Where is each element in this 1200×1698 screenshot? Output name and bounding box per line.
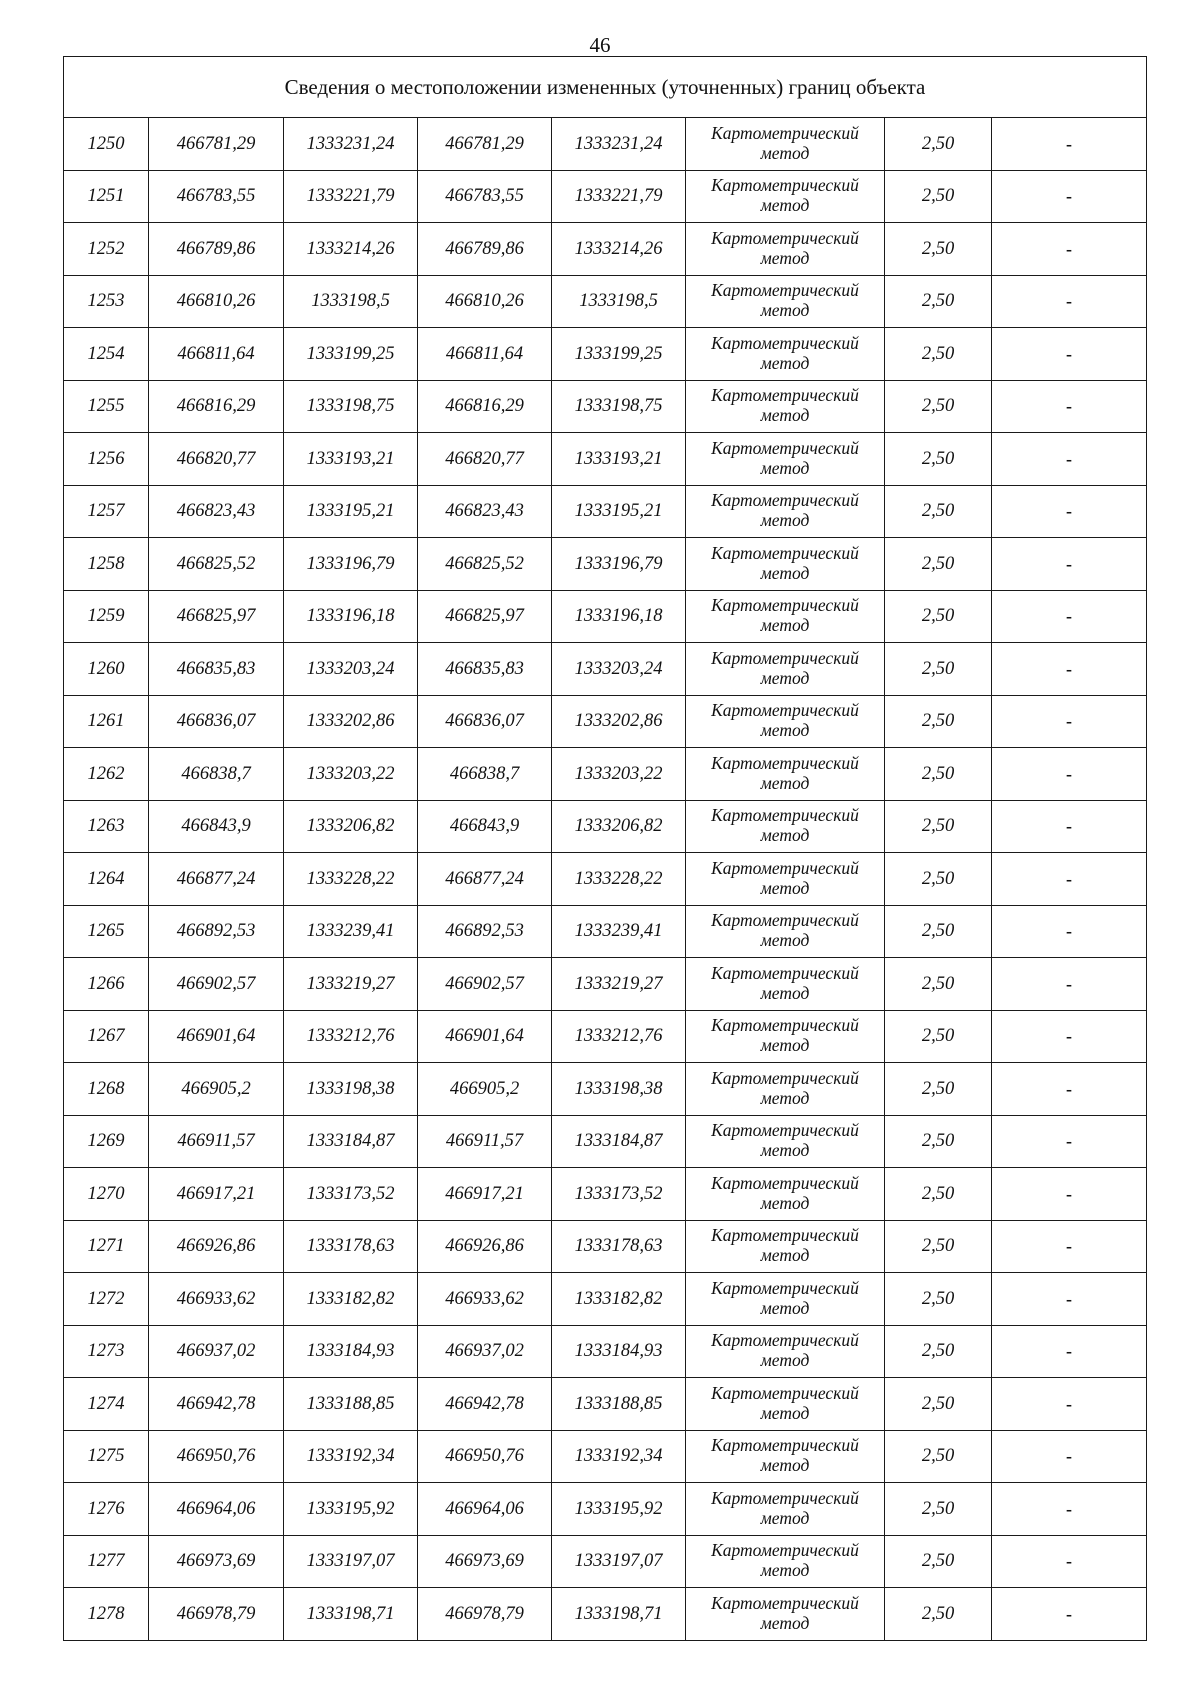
- table-row: [64, 590, 1147, 643]
- existing-x-cell: 466810,26: [149, 275, 284, 328]
- method-cell: Картометрический метод: [686, 1168, 885, 1221]
- refined-x-cell: 466843,9: [418, 800, 552, 853]
- refined-x-cell: 466825,52: [418, 538, 552, 591]
- method-cell: Картометрический метод: [686, 1115, 885, 1168]
- existing-y-cell: 1333212,76: [284, 1010, 418, 1063]
- refined-x-cell: 466816,29: [418, 380, 552, 433]
- refined-y-cell: 1333196,18: [552, 590, 686, 643]
- table-row: [64, 275, 1147, 328]
- method-cell: Картометрический метод: [686, 958, 885, 1011]
- refined-y-cell: 1333195,92: [552, 1483, 686, 1536]
- refined-y-cell: 1333196,79: [552, 538, 686, 591]
- method-cell: Картометрический метод: [686, 1378, 885, 1431]
- point-number-cell: 1250: [64, 118, 149, 171]
- existing-x-cell: 466825,97: [149, 590, 284, 643]
- existing-y-cell: 1333219,27: [284, 958, 418, 1011]
- refined-y-cell: 1333206,82: [552, 800, 686, 853]
- refined-x-cell: 466901,64: [418, 1010, 552, 1063]
- refined-x-cell: 466781,29: [418, 118, 552, 171]
- existing-y-cell: 1333203,22: [284, 748, 418, 801]
- note-cell: -: [992, 223, 1147, 276]
- note-cell: -: [992, 433, 1147, 486]
- method-cell: Картометрический метод: [686, 1588, 885, 1641]
- table-row: [64, 433, 1147, 486]
- refined-x-cell: 466823,43: [418, 485, 552, 538]
- table-row: [64, 1378, 1147, 1431]
- refined-x-cell: 466836,07: [418, 695, 552, 748]
- refined-y-cell: 1333195,21: [552, 485, 686, 538]
- existing-x-cell: 466820,77: [149, 433, 284, 486]
- refined-y-cell: 1333221,79: [552, 170, 686, 223]
- note-cell: -: [992, 1588, 1147, 1641]
- refined-x-cell: 466877,24: [418, 853, 552, 906]
- existing-x-cell: 466823,43: [149, 485, 284, 538]
- existing-y-cell: 1333193,21: [284, 433, 418, 486]
- method-cell: Картометрический метод: [686, 1325, 885, 1378]
- table-row: [64, 1430, 1147, 1483]
- point-number-cell: 1264: [64, 853, 149, 906]
- note-cell: -: [992, 853, 1147, 906]
- existing-x-cell: 466942,78: [149, 1378, 284, 1431]
- note-cell: -: [992, 800, 1147, 853]
- refined-y-cell: 1333198,38: [552, 1063, 686, 1116]
- page-number: 46: [589, 33, 611, 57]
- table-row: [64, 1010, 1147, 1063]
- accuracy-cell: 2,50: [885, 1273, 992, 1326]
- existing-x-cell: 466811,64: [149, 328, 284, 381]
- point-number-cell: 1256: [64, 433, 149, 486]
- existing-x-cell: 466901,64: [149, 1010, 284, 1063]
- method-cell: Картометрический метод: [686, 170, 885, 223]
- accuracy-cell: 2,50: [885, 748, 992, 801]
- table-row: [64, 1220, 1147, 1273]
- existing-y-cell: 1333173,52: [284, 1168, 418, 1221]
- refined-y-cell: 1333219,27: [552, 958, 686, 1011]
- table-row: [64, 905, 1147, 958]
- table-row: [64, 118, 1147, 171]
- note-cell: -: [992, 1483, 1147, 1536]
- table-row: [64, 485, 1147, 538]
- existing-y-cell: 1333214,26: [284, 223, 418, 276]
- existing-x-cell: 466933,62: [149, 1273, 284, 1326]
- point-number-cell: 1269: [64, 1115, 149, 1168]
- note-cell: -: [992, 1010, 1147, 1063]
- existing-x-cell: 466843,9: [149, 800, 284, 853]
- note-cell: -: [992, 380, 1147, 433]
- existing-y-cell: 1333195,21: [284, 485, 418, 538]
- refined-y-cell: 1333214,26: [552, 223, 686, 276]
- refined-y-cell: 1333239,41: [552, 905, 686, 958]
- existing-x-cell: 466835,83: [149, 643, 284, 696]
- note-cell: -: [992, 1168, 1147, 1221]
- method-cell: Картометрический метод: [686, 1535, 885, 1588]
- refined-y-cell: 1333203,22: [552, 748, 686, 801]
- refined-x-cell: 466905,2: [418, 1063, 552, 1116]
- accuracy-cell: 2,50: [885, 170, 992, 223]
- method-cell: Картометрический метод: [686, 1063, 885, 1116]
- accuracy-cell: 2,50: [885, 958, 992, 1011]
- refined-y-cell: 1333198,5: [552, 275, 686, 328]
- point-number-cell: 1261: [64, 695, 149, 748]
- table-body: [64, 118, 1147, 1641]
- existing-y-cell: 1333203,24: [284, 643, 418, 696]
- note-cell: -: [992, 748, 1147, 801]
- refined-x-cell: 466978,79: [418, 1588, 552, 1641]
- method-cell: Картометрический метод: [686, 328, 885, 381]
- note-cell: -: [992, 905, 1147, 958]
- point-number-cell: 1268: [64, 1063, 149, 1116]
- existing-y-cell: 1333198,38: [284, 1063, 418, 1116]
- table-row: [64, 1588, 1147, 1641]
- point-number-cell: 1272: [64, 1273, 149, 1326]
- existing-x-cell: 466950,76: [149, 1430, 284, 1483]
- existing-y-cell: 1333178,63: [284, 1220, 418, 1273]
- accuracy-cell: 2,50: [885, 1483, 992, 1536]
- accuracy-cell: 2,50: [885, 1535, 992, 1588]
- existing-x-cell: 466877,24: [149, 853, 284, 906]
- existing-x-cell: 466838,7: [149, 748, 284, 801]
- refined-y-cell: 1333182,82: [552, 1273, 686, 1326]
- existing-y-cell: 1333192,34: [284, 1430, 418, 1483]
- refined-x-cell: 466950,76: [418, 1430, 552, 1483]
- refined-x-cell: 466926,86: [418, 1220, 552, 1273]
- accuracy-cell: 2,50: [885, 223, 992, 276]
- note-cell: -: [992, 643, 1147, 696]
- method-cell: Картометрический метод: [686, 853, 885, 906]
- point-number-cell: 1254: [64, 328, 149, 381]
- accuracy-cell: 2,50: [885, 1588, 992, 1641]
- point-number-cell: 1251: [64, 170, 149, 223]
- existing-x-cell: 466905,2: [149, 1063, 284, 1116]
- point-number-cell: 1277: [64, 1535, 149, 1588]
- existing-y-cell: 1333231,24: [284, 118, 418, 171]
- boundary-coordinates-table: [63, 56, 1147, 1641]
- refined-x-cell: 466902,57: [418, 958, 552, 1011]
- table-row: [64, 1483, 1147, 1536]
- existing-x-cell: 466978,79: [149, 1588, 284, 1641]
- existing-y-cell: 1333196,18: [284, 590, 418, 643]
- accuracy-cell: 2,50: [885, 275, 992, 328]
- note-cell: -: [992, 695, 1147, 748]
- existing-x-cell: 466937,02: [149, 1325, 284, 1378]
- existing-x-cell: 466926,86: [149, 1220, 284, 1273]
- method-cell: Картометрический метод: [686, 275, 885, 328]
- refined-y-cell: 1333178,63: [552, 1220, 686, 1273]
- refined-x-cell: 466937,02: [418, 1325, 552, 1378]
- note-cell: -: [992, 538, 1147, 591]
- existing-y-cell: 1333197,07: [284, 1535, 418, 1588]
- point-number-cell: 1257: [64, 485, 149, 538]
- method-cell: Картометрический метод: [686, 485, 885, 538]
- point-number-cell: 1273: [64, 1325, 149, 1378]
- table-row: [64, 695, 1147, 748]
- table-row: [64, 538, 1147, 591]
- point-number-cell: 1252: [64, 223, 149, 276]
- existing-y-cell: 1333221,79: [284, 170, 418, 223]
- table-row: [64, 748, 1147, 801]
- table-title-row: [64, 57, 1147, 118]
- note-cell: -: [992, 1325, 1147, 1378]
- existing-x-cell: 466973,69: [149, 1535, 284, 1588]
- refined-y-cell: 1333184,93: [552, 1325, 686, 1378]
- accuracy-cell: 2,50: [885, 433, 992, 486]
- note-cell: -: [992, 1220, 1147, 1273]
- note-cell: -: [992, 1378, 1147, 1431]
- existing-y-cell: 1333206,82: [284, 800, 418, 853]
- accuracy-cell: 2,50: [885, 590, 992, 643]
- accuracy-cell: 2,50: [885, 643, 992, 696]
- refined-x-cell: 466835,83: [418, 643, 552, 696]
- table-row: [64, 380, 1147, 433]
- point-number-cell: 1255: [64, 380, 149, 433]
- point-number-cell: 1266: [64, 958, 149, 1011]
- existing-x-cell: 466781,29: [149, 118, 284, 171]
- table-row: [64, 328, 1147, 381]
- existing-x-cell: 466902,57: [149, 958, 284, 1011]
- refined-x-cell: 466933,62: [418, 1273, 552, 1326]
- accuracy-cell: 2,50: [885, 380, 992, 433]
- refined-x-cell: 466942,78: [418, 1378, 552, 1431]
- point-number-cell: 1253: [64, 275, 149, 328]
- refined-x-cell: 466964,06: [418, 1483, 552, 1536]
- note-cell: -: [992, 170, 1147, 223]
- existing-y-cell: 1333198,75: [284, 380, 418, 433]
- existing-y-cell: 1333196,79: [284, 538, 418, 591]
- refined-x-cell: 466820,77: [418, 433, 552, 486]
- point-number-cell: 1259: [64, 590, 149, 643]
- refined-y-cell: 1333173,52: [552, 1168, 686, 1221]
- accuracy-cell: 2,50: [885, 1430, 992, 1483]
- method-cell: Картометрический метод: [686, 1220, 885, 1273]
- existing-x-cell: 466917,21: [149, 1168, 284, 1221]
- table-row: [64, 1273, 1147, 1326]
- accuracy-cell: 2,50: [885, 485, 992, 538]
- refined-x-cell: 466973,69: [418, 1535, 552, 1588]
- method-cell: Картометрический метод: [686, 118, 885, 171]
- accuracy-cell: 2,50: [885, 800, 992, 853]
- existing-x-cell: 466789,86: [149, 223, 284, 276]
- refined-y-cell: 1333203,24: [552, 643, 686, 696]
- point-number-cell: 1276: [64, 1483, 149, 1536]
- accuracy-cell: 2,50: [885, 1325, 992, 1378]
- existing-y-cell: 1333199,25: [284, 328, 418, 381]
- existing-y-cell: 1333184,87: [284, 1115, 418, 1168]
- refined-y-cell: 1333193,21: [552, 433, 686, 486]
- table-row: [64, 1115, 1147, 1168]
- existing-x-cell: 466964,06: [149, 1483, 284, 1536]
- accuracy-cell: 2,50: [885, 1168, 992, 1221]
- accuracy-cell: 2,50: [885, 1220, 992, 1273]
- point-number-cell: 1275: [64, 1430, 149, 1483]
- existing-x-cell: 466825,52: [149, 538, 284, 591]
- method-cell: Картометрический метод: [686, 748, 885, 801]
- existing-y-cell: 1333202,86: [284, 695, 418, 748]
- note-cell: -: [992, 1063, 1147, 1116]
- method-cell: Картометрический метод: [686, 1010, 885, 1063]
- refined-y-cell: 1333188,85: [552, 1378, 686, 1431]
- method-cell: Картометрический метод: [686, 695, 885, 748]
- method-cell: Картометрический метод: [686, 1430, 885, 1483]
- existing-y-cell: 1333198,5: [284, 275, 418, 328]
- point-number-cell: 1260: [64, 643, 149, 696]
- existing-x-cell: 466892,53: [149, 905, 284, 958]
- note-cell: -: [992, 958, 1147, 1011]
- refined-y-cell: 1333184,87: [552, 1115, 686, 1168]
- accuracy-cell: 2,50: [885, 328, 992, 381]
- method-cell: Картометрический метод: [686, 380, 885, 433]
- method-cell: Картометрический метод: [686, 223, 885, 276]
- existing-y-cell: 1333184,93: [284, 1325, 418, 1378]
- refined-y-cell: 1333198,75: [552, 380, 686, 433]
- refined-y-cell: 1333199,25: [552, 328, 686, 381]
- refined-y-cell: 1333192,34: [552, 1430, 686, 1483]
- note-cell: -: [992, 1430, 1147, 1483]
- table-row: [64, 853, 1147, 906]
- refined-x-cell: 466892,53: [418, 905, 552, 958]
- table-title: Сведения о местоположении измененных (уточненных) границ объекта: [64, 57, 1147, 118]
- refined-y-cell: 1333198,71: [552, 1588, 686, 1641]
- refined-y-cell: 1333212,76: [552, 1010, 686, 1063]
- point-number-cell: 1278: [64, 1588, 149, 1641]
- existing-y-cell: 1333239,41: [284, 905, 418, 958]
- existing-y-cell: 1333228,22: [284, 853, 418, 906]
- method-cell: Картометрический метод: [686, 433, 885, 486]
- point-number-cell: 1274: [64, 1378, 149, 1431]
- table-row: [64, 1535, 1147, 1588]
- refined-x-cell: 466811,64: [418, 328, 552, 381]
- refined-y-cell: 1333202,86: [552, 695, 686, 748]
- accuracy-cell: 2,50: [885, 118, 992, 171]
- accuracy-cell: 2,50: [885, 695, 992, 748]
- existing-y-cell: 1333198,71: [284, 1588, 418, 1641]
- method-cell: Картометрический метод: [686, 905, 885, 958]
- accuracy-cell: 2,50: [885, 905, 992, 958]
- point-number-cell: 1267: [64, 1010, 149, 1063]
- accuracy-cell: 2,50: [885, 853, 992, 906]
- existing-x-cell: 466911,57: [149, 1115, 284, 1168]
- method-cell: Картометрический метод: [686, 1273, 885, 1326]
- note-cell: -: [992, 1115, 1147, 1168]
- note-cell: -: [992, 590, 1147, 643]
- refined-x-cell: 466917,21: [418, 1168, 552, 1221]
- existing-x-cell: 466816,29: [149, 380, 284, 433]
- refined-x-cell: 466810,26: [418, 275, 552, 328]
- refined-x-cell: 466838,7: [418, 748, 552, 801]
- note-cell: -: [992, 118, 1147, 171]
- method-cell: Картометрический метод: [686, 590, 885, 643]
- accuracy-cell: 2,50: [885, 1378, 992, 1431]
- point-number-cell: 1262: [64, 748, 149, 801]
- accuracy-cell: 2,50: [885, 1010, 992, 1063]
- existing-y-cell: 1333195,92: [284, 1483, 418, 1536]
- table-row: [64, 643, 1147, 696]
- refined-x-cell: 466911,57: [418, 1115, 552, 1168]
- table-row: [64, 1063, 1147, 1116]
- accuracy-cell: 2,50: [885, 1063, 992, 1116]
- refined-y-cell: 1333228,22: [552, 853, 686, 906]
- existing-x-cell: 466783,55: [149, 170, 284, 223]
- accuracy-cell: 2,50: [885, 1115, 992, 1168]
- refined-x-cell: 466789,86: [418, 223, 552, 276]
- accuracy-cell: 2,50: [885, 538, 992, 591]
- refined-y-cell: 1333231,24: [552, 118, 686, 171]
- table-row: [64, 223, 1147, 276]
- method-cell: Картометрический метод: [686, 1483, 885, 1536]
- table-row: [64, 1168, 1147, 1221]
- existing-x-cell: 466836,07: [149, 695, 284, 748]
- refined-x-cell: 466783,55: [418, 170, 552, 223]
- point-number-cell: 1265: [64, 905, 149, 958]
- refined-y-cell: 1333197,07: [552, 1535, 686, 1588]
- table-row: [64, 958, 1147, 1011]
- point-number-cell: 1270: [64, 1168, 149, 1221]
- existing-y-cell: 1333188,85: [284, 1378, 418, 1431]
- note-cell: -: [992, 275, 1147, 328]
- table-row: [64, 170, 1147, 223]
- existing-y-cell: 1333182,82: [284, 1273, 418, 1326]
- method-cell: Картометрический метод: [686, 643, 885, 696]
- note-cell: -: [992, 1535, 1147, 1588]
- method-cell: Картометрический метод: [686, 538, 885, 591]
- note-cell: -: [992, 328, 1147, 381]
- table-row: [64, 800, 1147, 853]
- point-number-cell: 1263: [64, 800, 149, 853]
- point-number-cell: 1258: [64, 538, 149, 591]
- note-cell: -: [992, 485, 1147, 538]
- table-row: [64, 1325, 1147, 1378]
- point-number-cell: 1271: [64, 1220, 149, 1273]
- refined-x-cell: 466825,97: [418, 590, 552, 643]
- note-cell: -: [992, 1273, 1147, 1326]
- method-cell: Картометрический метод: [686, 800, 885, 853]
